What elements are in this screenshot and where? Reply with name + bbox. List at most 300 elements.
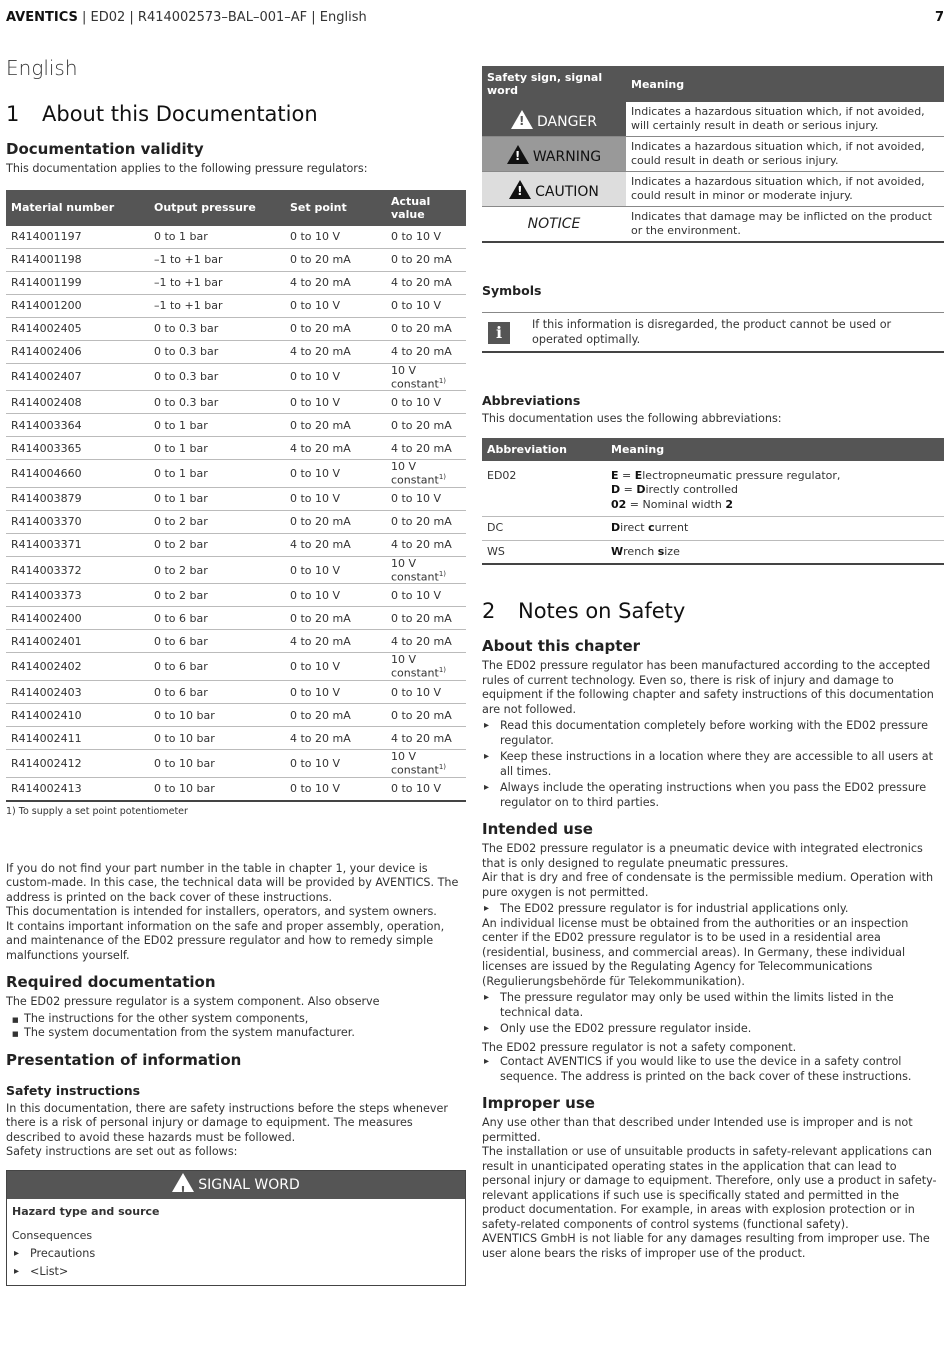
cell-text: 0 to 0.3 bar xyxy=(154,345,219,358)
cell-text: 0 to 6 bar xyxy=(154,611,208,625)
table-cell xyxy=(386,391,466,414)
table-cell xyxy=(6,630,149,653)
table-row xyxy=(482,517,944,541)
table-cell xyxy=(6,681,149,704)
table-row xyxy=(6,414,466,437)
cell-text: 0 to 20 mA xyxy=(391,418,452,432)
cell-text: R414002401 xyxy=(11,634,82,648)
danger-meaning: Indicates a hazardous situation which, if not avoided, will certainly result in death or serious injury. xyxy=(626,102,944,137)
table-row xyxy=(6,340,466,363)
list-item: ▸ The pressure regulator may only be used within the limits listed in the technical data. xyxy=(482,991,944,1020)
chapter-2-title: Notes on Safety xyxy=(518,599,686,623)
table-cell xyxy=(6,294,149,317)
material-table-header xyxy=(6,190,466,226)
table-cell xyxy=(386,363,466,391)
abbr-rest: lectropneumatic pressure regulator, xyxy=(642,468,841,482)
table-cell xyxy=(285,727,386,750)
cell-text: 4 to 20 mA xyxy=(391,276,452,289)
column-header: Output pressure xyxy=(149,190,285,226)
table-cell xyxy=(149,317,285,340)
cell-text: 10 V constant xyxy=(391,750,439,777)
cell-text: 0 to 20 mA xyxy=(290,708,351,722)
table-cell xyxy=(6,271,149,294)
abbr-ed02-meaning xyxy=(606,461,944,517)
table-cell xyxy=(386,704,466,727)
cell-text: 0 to 10 bar xyxy=(154,756,215,770)
column-header: Actual value xyxy=(386,190,466,226)
table-cell xyxy=(285,777,386,801)
table-cell xyxy=(6,317,149,340)
notice-label: NOTICE xyxy=(482,207,626,243)
table-cell xyxy=(285,226,386,249)
column-header: Set point xyxy=(285,190,386,226)
table-cell xyxy=(386,248,466,271)
table-cell xyxy=(149,340,285,363)
table-row xyxy=(6,727,466,750)
abbr-dc-meaning xyxy=(606,517,944,541)
cell-text: R414002411 xyxy=(11,731,82,745)
table-cell xyxy=(386,271,466,294)
cell-text: 0 to 10 V xyxy=(290,563,341,577)
table-row xyxy=(6,556,466,584)
hazard-type: Hazard type and source xyxy=(12,1204,160,1218)
abbr-line xyxy=(611,469,939,484)
cell-text: 0 to 10 V xyxy=(290,782,341,796)
abbr-letter: 2 xyxy=(725,497,733,511)
table-cell xyxy=(285,271,386,294)
table-cell xyxy=(285,391,386,414)
info-symbol-text: If this information is disregarded, the product cannot be used or operated optimally. xyxy=(532,318,892,346)
chapter-1-heading xyxy=(6,102,466,126)
table-cell xyxy=(149,750,285,778)
cell-text: 0 to 0.3 bar xyxy=(154,395,219,409)
list-item: ▸ Contact AVENTICS if you would like to use the device in a safety control sequence. The address is printed on the back cover of these instructions. xyxy=(482,1055,944,1084)
abbr-rest: rench xyxy=(623,544,658,558)
warning-triangle-icon xyxy=(172,1173,194,1192)
cell-text: 0 to 1 bar xyxy=(154,230,208,243)
footnote-marker: 1) xyxy=(438,569,447,578)
abbreviations-table xyxy=(482,438,944,566)
table-row xyxy=(6,294,466,317)
abbr-letter: D xyxy=(636,483,646,496)
cell-text: 0 to 20 mA xyxy=(391,322,452,335)
cell-text: R414001199 xyxy=(11,276,82,289)
table-cell xyxy=(285,556,386,584)
chapter-1-title: About this Documentation xyxy=(42,102,318,126)
caution-meaning: Indicates a hazardous situation which, if not avoided, could result in minor or moderate injury. xyxy=(626,172,944,207)
cell-text: 4 to 20 mA xyxy=(391,731,452,745)
intended-use-list-3 xyxy=(482,1055,944,1084)
table-cell xyxy=(386,460,466,488)
table-row xyxy=(482,102,944,137)
cell-text: 0 to 20 mA xyxy=(290,418,351,432)
table-cell xyxy=(6,414,149,437)
table-cell xyxy=(386,556,466,584)
abbr-letter: E xyxy=(634,468,643,482)
abbr-ws: WS xyxy=(482,540,606,564)
abbr-line xyxy=(611,498,939,513)
cell-text: R414002403 xyxy=(11,685,82,699)
intended-use-title: Intended use xyxy=(482,820,593,838)
chapter-2-number: 2 xyxy=(482,599,496,623)
table-cell xyxy=(285,607,386,630)
cell-text: 0 to 20 mA xyxy=(391,515,452,529)
abbr-col-header: Abbreviation xyxy=(482,438,606,461)
table-cell xyxy=(6,727,149,750)
cell-text: 0 to 1 bar xyxy=(154,466,208,480)
table-cell xyxy=(285,363,386,391)
footnote-marker: 1) xyxy=(438,666,447,675)
abbr-rest: ize xyxy=(664,544,680,558)
cell-text: –1 to +1 bar xyxy=(154,299,223,312)
intended-use-p2: Air that is dry and free of condensate is the permissible medium. Operation with pure oxygen is not permitted. xyxy=(482,871,934,899)
table-cell xyxy=(285,750,386,778)
intended-use-p3: An individual license must be obtained from the authorities or an inspection center if the ED02 pressure regulator is to be used in a residential area (residential, business, and commercial areas). In Germany, these individual licenses are issued by the Regulating Agency for Telecommunications (Regulierungsbehörde für Telekommunikation). xyxy=(482,916,909,988)
chapter-1-number: 1 xyxy=(6,102,20,126)
cell-text: 0 to 20 mA xyxy=(290,253,351,266)
table-cell xyxy=(285,487,386,510)
table-cell xyxy=(6,510,149,533)
table-row xyxy=(482,172,944,207)
caution-triangle-icon xyxy=(509,180,531,199)
table-cell xyxy=(386,340,466,363)
table-cell xyxy=(149,271,285,294)
table-cell xyxy=(285,704,386,727)
precautions-item: ▸ Precautions xyxy=(12,1245,460,1263)
table-row xyxy=(6,681,466,704)
abbr-table-header xyxy=(482,438,944,461)
table-cell xyxy=(386,584,466,607)
table-cell xyxy=(149,653,285,681)
list-placeholder-item: ▸ <List> xyxy=(12,1263,460,1281)
table-cell xyxy=(285,460,386,488)
material-table xyxy=(6,190,466,802)
table-row xyxy=(6,630,466,653)
cell-text: 0 to 2 bar xyxy=(154,515,208,529)
cell-text: R414001197 xyxy=(11,230,82,243)
symbols-title: Symbols xyxy=(482,283,542,298)
abbr-letter: D xyxy=(611,521,621,534)
table-cell xyxy=(386,533,466,556)
cell-text: 0 to 10 V xyxy=(290,466,341,480)
intended-use-list-2 xyxy=(482,991,944,1037)
abbr-rest: urrent xyxy=(654,521,689,534)
cell-text: –1 to +1 bar xyxy=(154,276,223,289)
table-cell xyxy=(149,460,285,488)
table-cell xyxy=(149,704,285,727)
cell-text: 0 to 1 bar xyxy=(154,441,208,455)
language-heading: English xyxy=(6,56,78,80)
safety-instruction-body xyxy=(7,1199,465,1285)
table-cell xyxy=(285,681,386,704)
table-row xyxy=(6,317,466,340)
cell-text: R414002412 xyxy=(11,756,82,770)
cell-text: 0 to 20 mA xyxy=(391,708,452,722)
table-row xyxy=(6,704,466,727)
safety-instructions-title: Safety instructions xyxy=(6,1082,141,1098)
cell-text: R414003879 xyxy=(11,492,82,506)
cell-text: 0 to 10 V xyxy=(290,685,341,699)
table-row xyxy=(482,207,944,243)
signal-word-text: WARNING xyxy=(532,148,602,165)
table-cell xyxy=(149,294,285,317)
page-header xyxy=(6,10,944,28)
cell-text: R414002407 xyxy=(11,370,82,384)
table-cell xyxy=(386,653,466,681)
table-cell xyxy=(386,317,466,340)
table-cell xyxy=(285,414,386,437)
table-cell xyxy=(386,777,466,801)
table-cell xyxy=(149,363,285,391)
table-cell xyxy=(6,607,149,630)
table-cell xyxy=(149,437,285,460)
abbr-letter: D xyxy=(611,483,621,496)
consequences: Consequences xyxy=(12,1228,93,1242)
list-item: ▸ Always include the operating instructions when you pass the ED02 pressure regulator on to third parties. xyxy=(482,781,944,810)
table-cell xyxy=(6,340,149,363)
cell-text: 0 to 2 bar xyxy=(154,563,208,577)
table-cell xyxy=(149,630,285,653)
abbr-letter: s xyxy=(657,544,665,558)
table-row xyxy=(6,510,466,533)
signal-word-bar xyxy=(7,1171,465,1199)
cell-text: 0 to 20 mA xyxy=(290,322,351,335)
table-cell xyxy=(285,630,386,653)
table-cell xyxy=(285,317,386,340)
list-item: ■ The system documentation from the system manufacturer. xyxy=(6,1026,466,1041)
safety-instructions-text2: Safety instructions are set out as follows: xyxy=(6,1145,238,1159)
abbr-letter: c xyxy=(648,521,655,534)
table-row xyxy=(6,226,466,249)
abbreviations-intro: This documentation uses the following abbreviations: xyxy=(482,412,782,425)
table-cell xyxy=(149,226,285,249)
cell-text: 4 to 20 mA xyxy=(290,345,351,358)
table-row xyxy=(6,584,466,607)
abbreviations-title: Abbreviations xyxy=(482,393,581,408)
table-row xyxy=(6,487,466,510)
table-cell xyxy=(386,294,466,317)
table-cell xyxy=(285,584,386,607)
signal-word-text: CAUTION xyxy=(535,183,599,200)
abbr-letter: E xyxy=(611,468,619,482)
signal-col-header: Safety sign, signal word xyxy=(482,66,626,102)
cell-text: 10 V constant xyxy=(391,460,439,487)
cell-text: 0 to 10 V xyxy=(290,299,341,312)
abbr-meaning-col-header: Meaning xyxy=(606,438,944,461)
cell-text: 0 to 20 mA xyxy=(290,515,351,529)
cell-text: 0 to 10 V xyxy=(391,492,442,506)
cell-text: 0 to 10 V xyxy=(290,492,341,506)
table-cell xyxy=(386,630,466,653)
danger-triangle-icon xyxy=(511,110,533,129)
table-cell xyxy=(6,487,149,510)
cell-text: 0 to 10 V xyxy=(290,230,341,243)
cell-text: R414003365 xyxy=(11,441,82,455)
table-row xyxy=(6,777,466,801)
content-paragraph: It contains important information on the safe and proper assembly, operation, and maintenance of the ED02 pressure regulator and how to remedy simple malfunctions yourself. xyxy=(6,919,445,962)
meaning-col-header: Meaning xyxy=(626,66,944,102)
cell-text: R414002413 xyxy=(11,782,82,796)
table-cell xyxy=(149,391,285,414)
about-chapter-text: The ED02 pressure regulator has been manufactured according to the accepted rules of current technology. Even so, there is risk of injury and damage to equipment if the following chapter and safety instructions of this documentation are not followed. xyxy=(482,659,934,716)
precautions-list xyxy=(12,1245,460,1281)
cell-text: 4 to 20 mA xyxy=(391,634,452,648)
cell-text: 0 to 20 mA xyxy=(391,253,452,266)
cell-text: 4 to 20 mA xyxy=(290,731,351,745)
signal-table-header xyxy=(482,66,944,102)
intended-use-p4: The ED02 pressure regulator is not a safety component. xyxy=(482,1040,797,1054)
cell-text: 0 to 10 V xyxy=(391,299,442,312)
table-cell xyxy=(285,340,386,363)
table-cell xyxy=(285,653,386,681)
table-row xyxy=(6,271,466,294)
cell-text: 0 to 6 bar xyxy=(154,660,208,674)
abbr-ws-meaning xyxy=(606,540,944,564)
cell-text: 4 to 20 mA xyxy=(391,441,452,455)
signal-word-table xyxy=(482,66,944,243)
table-cell xyxy=(149,487,285,510)
intended-use-p1: The ED02 pressure regulator is a pneumatic device with integrated electronics that is only designed to regulate pneumatic pressures. xyxy=(482,842,923,870)
cell-text: R414001198 xyxy=(11,253,82,266)
table-cell xyxy=(386,226,466,249)
table-cell xyxy=(386,681,466,704)
page-number: 7 xyxy=(934,10,944,25)
doc-validity-intro: This documentation applies to the following pressure regulators: xyxy=(6,162,368,175)
cell-text: R414003373 xyxy=(11,588,82,602)
cell-text: 0 to 0.3 bar xyxy=(154,322,219,335)
cell-text: R414002406 xyxy=(11,345,82,358)
cell-text: –1 to +1 bar xyxy=(154,253,223,266)
table-cell xyxy=(149,510,285,533)
list-item: ▸ Read this documentation completely before working with the ED02 pressure regulator. xyxy=(482,719,944,748)
table-cell xyxy=(149,248,285,271)
cell-text: R414002400 xyxy=(11,611,82,625)
table-row xyxy=(6,363,466,391)
footnote-marker: 1) xyxy=(438,376,447,385)
cell-text: 0 to 1 bar xyxy=(154,492,208,506)
table-row xyxy=(6,391,466,414)
caution-label xyxy=(482,172,626,207)
abbr-dc: DC xyxy=(482,517,606,541)
improper-use-title: Improper use xyxy=(482,1094,595,1112)
table-row xyxy=(6,750,466,778)
audience-paragraph: This documentation is intended for installers, operators, and system owners. xyxy=(6,905,437,919)
cell-text: 10 V constant xyxy=(391,556,439,584)
cell-text: 0 to 10 V xyxy=(391,588,442,602)
cell-text: R414002410 xyxy=(11,708,82,722)
table-cell xyxy=(6,391,149,414)
table-cell xyxy=(6,363,149,391)
about-chapter-title: About this chapter xyxy=(482,637,641,655)
cell-text: 4 to 20 mA xyxy=(290,441,351,455)
cell-text: 0 to 6 bar xyxy=(154,634,208,648)
cell-text: 0 to 10 V xyxy=(290,588,341,602)
presentation-title: Presentation of information xyxy=(6,1050,242,1069)
table-cell xyxy=(285,437,386,460)
cell-text: 0 to 0.3 bar xyxy=(154,370,219,384)
intended-use-list-1 xyxy=(482,902,944,917)
table-row xyxy=(6,533,466,556)
table-row xyxy=(6,607,466,630)
about-chapter-list xyxy=(482,719,944,810)
cell-text: 0 to 10 V xyxy=(391,782,442,796)
table-cell xyxy=(6,750,149,778)
abbr-letter: W xyxy=(611,544,624,558)
table-row xyxy=(482,461,944,517)
cell-text: 4 to 20 mA xyxy=(290,538,351,552)
cell-text: R414003370 xyxy=(11,515,82,529)
signal-word-text: DANGER xyxy=(536,113,597,130)
table-cell xyxy=(149,556,285,584)
warning-label xyxy=(482,137,626,172)
footnote-marker: 1) xyxy=(438,763,447,772)
table-row xyxy=(6,437,466,460)
table-cell xyxy=(149,533,285,556)
table-cell xyxy=(149,607,285,630)
cell-text: 4 to 20 mA xyxy=(290,634,351,648)
list-item: ■ The instructions for the other system components, xyxy=(6,1012,466,1027)
safety-instruction-example xyxy=(6,1170,466,1286)
table-cell xyxy=(6,584,149,607)
cell-text: R414004660 xyxy=(11,466,82,480)
cell-text: 10 V constant xyxy=(391,653,439,681)
cell-text: 0 to 10 bar xyxy=(154,708,215,722)
table-cell xyxy=(285,294,386,317)
cell-text: 0 to 10 V xyxy=(290,756,341,770)
table-cell xyxy=(386,487,466,510)
cell-text: R414001200 xyxy=(11,299,82,312)
abbr-rest: irect xyxy=(620,521,649,534)
notice-meaning: Indicates that damage may be inflicted on the product or the environment. xyxy=(626,207,944,243)
table-cell xyxy=(6,226,149,249)
cell-text: 0 to 1 bar xyxy=(154,418,208,432)
table-row xyxy=(482,540,944,564)
cell-text: 0 to 20 mA xyxy=(290,611,351,625)
cell-text: R414002408 xyxy=(11,395,82,409)
table-cell xyxy=(6,653,149,681)
footnote-marker: 1) xyxy=(438,473,447,482)
abbr-sep: = xyxy=(620,483,637,496)
cell-text: 4 to 20 mA xyxy=(290,276,351,289)
table-cell xyxy=(386,437,466,460)
table-cell xyxy=(6,777,149,801)
table-row xyxy=(6,653,466,681)
cell-text: R414002402 xyxy=(11,660,82,674)
abbr-sep: = xyxy=(618,468,635,482)
warning-triangle-icon xyxy=(507,145,529,164)
table-cell xyxy=(149,681,285,704)
info-icon: i xyxy=(488,322,510,344)
warning-meaning: Indicates a hazardous situation which, if not avoided, could result in death or serious injury. xyxy=(626,137,944,172)
cell-text: 0 to 10 bar xyxy=(154,731,215,745)
cell-text: 0 to 10 V xyxy=(290,370,341,384)
column-header: Material number xyxy=(6,190,149,226)
custom-made-paragraph: If you do not find your part number in the table in chapter 1, your device is custom-made. In this case, the technical data will be provided by AVENTICS. The address is printed on the back cover of these instructions. xyxy=(6,861,459,904)
brand-name: AVENTICS xyxy=(6,10,78,25)
table-footnote: 1) To supply a set point potentiometer xyxy=(6,805,188,817)
table-cell xyxy=(386,607,466,630)
safety-instructions-text: In this documentation, there are safety instructions before the steps whenever there is a risk of personal injury or damage to equipment. The measures described to avoid these hazards must be followed. xyxy=(6,1101,448,1144)
abbr-sep: = Nominal width xyxy=(626,497,726,511)
cell-text: 0 to 2 bar xyxy=(154,588,208,602)
improper-use-p1: Any use other than that described under Intended use is improper and is not permitted. xyxy=(482,1116,913,1144)
abbr-rest: irectly controlled xyxy=(645,483,738,496)
cell-text: 0 to 10 V xyxy=(391,230,442,243)
improper-use-p2: The installation or use of unsuitable products in safety-relevant applications can result in unanticipated operating states in the application that can lead to personal injury or damage to equipment. Therefore, only use a product in safety-relevant applications if such use is specifically stated and permitted in the product documentation. For example, in areas with explosion protection or in safety-related components of control systems (functional safety). xyxy=(482,1145,937,1231)
table-row xyxy=(6,248,466,271)
required-doc-title: Required documentation xyxy=(6,973,216,992)
list-item: ▸ Keep these instructions in a location where they are accessible to all users at all times. xyxy=(482,750,944,779)
